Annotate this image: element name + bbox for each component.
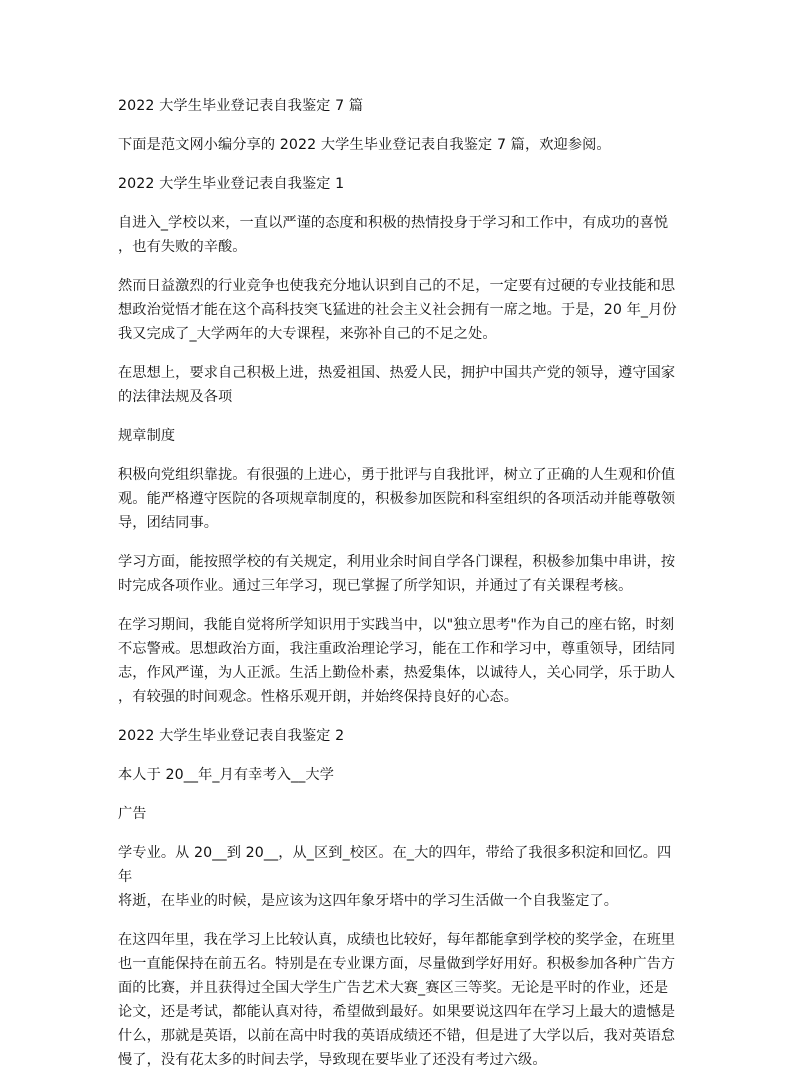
text-line: 在这四年里，我在学习上比较认真，成绩也比较好，每年都能拿到学校的奖学金，在班里 — [118, 932, 676, 948]
paragraph — [118, 424, 683, 448]
paragraph — [118, 463, 683, 535]
text-line: 论文，还是考试，都能认真对待，希望做到最好。如果要说这四年在学习上最大的遗憾是 — [118, 1004, 676, 1020]
text-line: 什么，那就是英语，以前在高中时我的英语成绩还不错，但是进了大学以后，我对英语怠 — [118, 1028, 676, 1044]
document-body — [118, 133, 683, 1072]
text-line: 自进入_学校以来，一直以严谨的态度和积极的热情投身于学习和工作中，有成功的喜悦 — [118, 215, 669, 231]
text-line: 面的比赛，并且获得过全国大学生广告艺术大赛_赛区三等奖。无论是平时的作业，还是 — [118, 980, 669, 996]
text-line: 导，团结同事。 — [118, 515, 219, 531]
paragraph — [118, 211, 683, 259]
text-line: ，也有失败的辛酸。 — [118, 239, 247, 255]
text-line: 学习方面，能按照学校的有关规定，利用业余时间自学各门课程，积极参加集中串讲，按 — [118, 554, 676, 570]
text-line: 也一直能保持在前五名。特别是在专业课方面，尽量做到学好用好。积极参加各种广告方 — [118, 956, 676, 972]
text-line: 时完成各项作业。通过三年学习，现已掌握了所学知识，并通过了有关课程考核。 — [118, 578, 633, 594]
paragraph — [118, 613, 683, 709]
text-line: 在思想上，要求自己积极上进，热爱祖国、热爱人民，拥护中国共产党的领导，遵守国家 — [118, 365, 676, 381]
text-line: 的法律法规及各项 — [118, 389, 233, 405]
text-line: 观。能严格遵守医院的各项规章制度的，积极参加医院和科室组织的各项活动并能尊敬领 — [118, 491, 676, 507]
text-line: 学专业。从 20__到 20__，从_区到_校区。在_大的四年，带给了我很多积淀和回忆。四年 — [118, 845, 672, 885]
text-line: 不忘警戒。思想政治方面，我注重政治理论学习，能在工作和学习中，尊重领导，团结同 — [118, 641, 676, 657]
text-line: 我又完成了_大学两年的大专课程，来弥补自己的不足之处。 — [118, 326, 497, 342]
text-line: ，有较强的时间观念。性格乐观开朗，并始终保持良好的心态。 — [118, 689, 519, 705]
text-line: 在学习期间，我能自觉将所学知识用于实践当中，以"独立思考"作为自己的座右铭，时刻 — [118, 617, 675, 633]
document-title: 2022 大学生毕业登记表自我鉴定 7 篇 — [118, 98, 364, 114]
paragraph — [118, 802, 683, 826]
paragraph — [118, 724, 683, 748]
text-line: 下面是范文网小编分享的 2022 大学生毕业登记表自我鉴定 7 篇，欢迎参阅。 — [118, 137, 611, 153]
text-line: 然而日益激烈的行业竞争也使我充分地认识到自己的不足，一定要有过硬的专业技能和思 — [118, 278, 676, 294]
text-line: 2022 大学生毕业登记表自我鉴定 1 — [118, 176, 345, 192]
text-line: 广告 — [118, 806, 147, 822]
text-line: 将逝，在毕业的时候，是应该为这四年象牙塔中的学习生活做一个自我鉴定了。 — [118, 893, 619, 909]
text-line: 想政治觉悟才能在这个高科技突飞猛进的社会主义社会拥有一席之地。于是，20 年_月份 — [118, 302, 677, 318]
document-page — [118, 94, 683, 1087]
text-line: 本人于 20__年_月有幸考入__大学 — [118, 767, 334, 783]
paragraph — [118, 550, 683, 598]
text-line: 2022 大学生毕业登记表自我鉴定 2 — [118, 728, 345, 744]
paragraph — [118, 841, 683, 913]
text-line: 慢了，没有花太多的时间去学，导致现在要毕业了还没有考过六级。 — [118, 1052, 547, 1068]
paragraph — [118, 133, 683, 157]
text-line: 积极向党组织靠拢。有很强的上进心，勇于批评与自我批评，树立了正确的人生观和价值 — [118, 467, 676, 483]
paragraph — [118, 763, 683, 787]
text-line: 规章制度 — [118, 428, 176, 444]
paragraph — [118, 361, 683, 409]
paragraph — [118, 928, 683, 1072]
paragraph — [118, 274, 683, 346]
text-line: 志，作风严谨，为人正派。生活上勤俭朴素，热爱集体，以诚待人，关心同学，乐于助人 — [118, 665, 676, 681]
paragraph — [118, 172, 683, 196]
